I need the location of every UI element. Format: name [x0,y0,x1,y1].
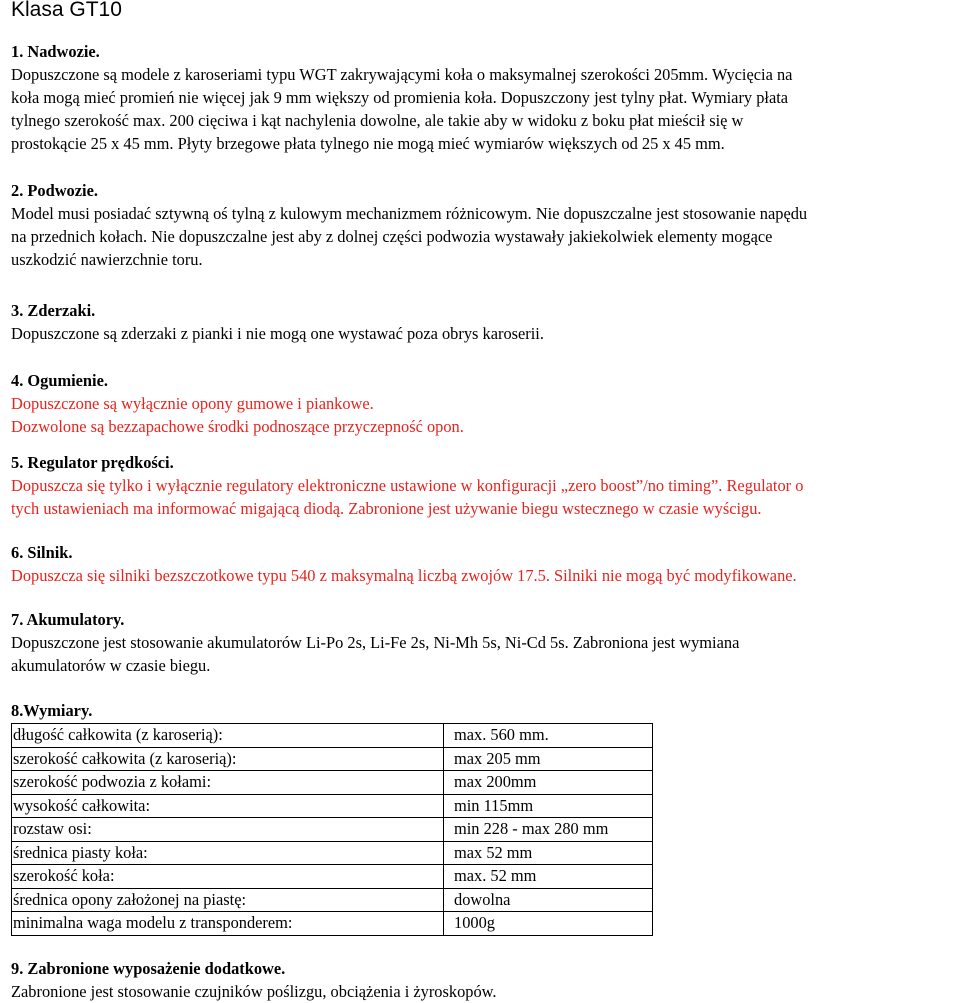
section-heading: 5. Regulator prędkości. [11,453,174,472]
dimension-value: dowolna [444,888,653,912]
dimension-value: min 115mm [444,794,653,818]
dimension-label: długość całkowita (z karoserią): [12,724,444,748]
table-row [12,888,653,912]
section-heading: 2. Podwozie. [11,181,98,200]
paragraph-line: akumulatorów w czasie biegu. [11,656,211,675]
dimension-value: 1000g [444,912,653,936]
dimension-label: wysokość całkowita: [12,794,444,818]
table-row [12,771,653,795]
dimension-value: max 205 mm [444,747,653,771]
section-heading: 9. Zabronione wyposażenie dodatkowe. [11,959,286,978]
section-heading: 1. Nadwozie. [11,42,100,61]
table-row [12,912,653,936]
dimension-label: średnica piasty koła: [12,841,444,865]
dimension-label: szerokość podwozia z kołami: [12,771,444,795]
paragraph-line: Dozwolone są bezzapachowe środki podnoszące przyczepność opon. [11,417,464,436]
dimension-value: max. 52 mm [444,865,653,889]
table-row [12,818,653,842]
paragraph-line: Zabronione jest stosowanie czujników poślizgu, obciążenia i żyroskopów. [11,982,497,1001]
dimension-label: szerokość koła: [12,865,444,889]
dimension-value: max 52 mm [444,841,653,865]
section-heading: 6. Silnik. [11,543,73,562]
table-row [12,865,653,889]
section-heading: 8.Wymiary. [11,701,93,720]
paragraph-line: Dopuszczone są wyłącznie opony gumowe i piankowe. [11,394,374,413]
section-heading: 4. Ogumienie. [11,371,108,390]
section-nadwozie [11,40,960,155]
table-row [12,724,653,748]
paragraph-line: Model musi posiadać sztywną oś tylną z kulowym mechanizmem różnicowym. Nie dopuszczalne jest stosowanie napędu [11,204,808,223]
paragraph-line: prostokącie 25 x 45 mm. Płyty brzegowe płata tylnego nie mogą mieć wymiarów większych od 25 x 45 mm. [11,134,725,153]
dimension-value: max. 560 mm. [444,724,653,748]
paragraph-line: koła mogą mieć promień nie więcej jak 9 mm większy od promienia koła. Dopuszczony jest tylny płat. Wymiary płata [11,88,789,107]
section-akumulatory [11,608,960,677]
section-wymiary [11,699,960,936]
dimension-label: szerokość całkowita (z karoserią): [12,747,444,771]
paragraph-line: uszkodzić nawierzchnie toru. [11,250,203,269]
table-row [12,747,653,771]
section-podwozie [11,179,960,271]
paragraph-line: Dopuszczone są modele z karoseriami typu WGT zakrywającymi koła o maksymalnej szerokości 205mm. Wycięcia na [11,65,793,84]
section-zderzaki-section [11,299,960,345]
dimension-value: max 200mm [444,771,653,795]
paragraph-line: Dopuszczone są zderzaki z pianki i nie mogą one wystawać poza obrys karoserii. [11,324,544,343]
paragraph-line: tych ustawieniach ma informować migającą diodą. Zabronione jest używanie biegu wstecznego w czasie wyścigu. [11,499,762,518]
table-row [12,794,653,818]
dimension-value: min 228 - max 280 mm [444,818,653,842]
paragraph-line: Dopuszczone jest stosowanie akumulatorów Li-Po 2s, Li-Fe 2s, Ni-Mh 5s, Ni-Cd 5s. Zabroniona jest wymiana [11,633,740,652]
table-row [12,841,653,865]
dimension-label: minimalna waga modelu z transponderem: [12,912,444,936]
dimension-label: rozstaw osi: [12,818,444,842]
dimension-label: średnica opony założonej na piastę: [12,888,444,912]
section-ogumienie [11,369,960,438]
dimensions-table [11,723,653,936]
paragraph-line: Dopuszcza się silniki bezszczotkowe typu 540 z maksymalną liczbą zwojów 17.5. Silniki nie mogą być modyfikowane. [11,566,797,585]
paragraph-line: tylnego szerokość max. 200 cięciwa i kąt nachylenia dowolne, ale takie aby w widoku z boku płat mieścił się w [11,111,744,130]
section-regulator [11,451,960,520]
section-zabronione [11,957,960,1003]
paragraph-line: na przednich kołach. Nie dopuszczalne jest aby z dolnej części podwozia wystawały jakiekolwiek elementy mogące [11,227,773,246]
section-heading: 3. Zderzaki. [11,301,96,320]
paragraph-line: Dopuszcza się tylko i wyłącznie regulatory elektroniczne ustawione w konfiguracji „zero boost”/no timing”. Regulator o [11,476,804,495]
document-title: Klasa GT10 [11,0,122,21]
section-heading: 7. Akumulatory. [11,610,125,629]
section-silnik [11,541,960,587]
